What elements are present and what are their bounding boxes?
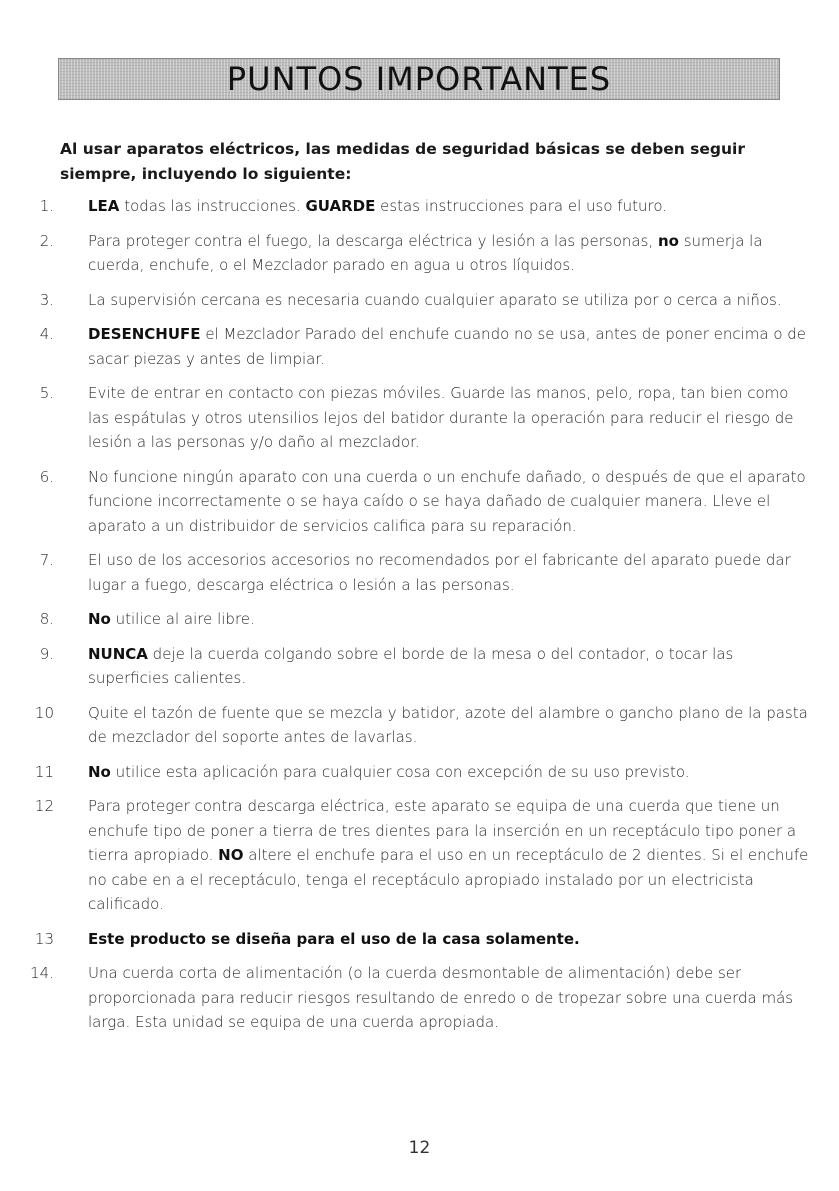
item-number: 12 [34, 797, 54, 815]
item-number: 4. [39, 325, 54, 343]
section-banner [58, 58, 780, 100]
item-body: utilice esta aplicación para cualquier cosa con excepción de su uso previsto. [110, 762, 690, 781]
item-number: 9. [39, 644, 54, 663]
item-emphasis: GUARDE [305, 197, 376, 215]
item-text [88, 291, 782, 309]
item-body: el Mezclador Parado del enchufe cuando no se usa, antes de poner encima o de sacar piezas y antes de limpiar. [88, 325, 807, 368]
item-body: No funcione ningún aparato con una cuerda o un enchufe dañado, o después de que el aparato funcione incorrectamente o se haya caído o se haya dañado de cualquier manera. Lleve el aparato a un distribuidor de servicios califica para su reparación. [88, 467, 806, 535]
item-text [88, 964, 793, 1031]
item-emphasis: NO [218, 846, 244, 864]
item-emphasis: DESENCHUFE [88, 325, 201, 343]
list-item [14, 288, 814, 313]
list-item [14, 322, 814, 371]
list-item [14, 465, 814, 539]
page-number: 12 [408, 1138, 431, 1158]
item-body: altere el enchufe para el uso en un receptáculo de 2 dientes. Si el enchufe no cabe en a el receptáculo, tenga el receptáculo apropiado instalado por un electricista calificado. [88, 846, 809, 913]
item-text [88, 197, 667, 215]
item-text [88, 704, 808, 747]
item-number: 2. [39, 231, 54, 250]
item-text [88, 384, 794, 451]
item-number: 13 [34, 929, 54, 948]
list-item [14, 381, 814, 455]
item-body: Para proteger contra el fuego, la descarga eléctrica y lesión a las personas, [88, 231, 658, 250]
item-body: Para proteger contra descarga eléctrica, este aparato se equipa de una cuerda que tiene un enchufe tipo de poner a tierra de tres dientes para la inserción en un receptáculo tipo poner a tierra apropiado. [88, 797, 797, 864]
item-body: Evite de entrar en contacto con piezas móviles. Guarde las manos, pelo, ropa, tan bien como las espátulas y otros utensilios lejos del batidor durante la operación para reducir el riesgo de lesión a las personas y/o daño al mezclador. [88, 384, 794, 451]
item-body: estas instrucciones para el uso futuro. [375, 197, 667, 215]
list-item [14, 548, 814, 597]
item-number: 3. [39, 290, 54, 309]
item-body: utilice al aire libre. [110, 610, 255, 628]
list-item [14, 701, 814, 750]
section-title: PUNTOS IMPORTANTES [226, 60, 612, 98]
item-number: 8. [39, 610, 54, 628]
item-text [88, 551, 791, 594]
item-number: 14. [30, 964, 54, 982]
item-number: 11 [34, 762, 54, 781]
item-number: 5. [39, 384, 54, 402]
list-item [14, 642, 814, 691]
item-emphasis: no [657, 231, 679, 250]
item-text [88, 325, 806, 368]
item-emphasis: NUNCA [88, 644, 148, 663]
list-item [14, 961, 814, 1035]
item-body: La supervisión cercana es necesaria cuando cualquier aparato se utiliza por o cerca a niños. [88, 290, 782, 309]
list-item [14, 229, 814, 278]
item-text [88, 797, 808, 913]
item-text [88, 232, 763, 275]
item-body: Quite el tazón de fuente que se mezcla y batidor, azote del alambre o gancho plano de la pasta de mezclador del soporte antes de lavarlas. [88, 703, 808, 746]
item-number: 10 [34, 703, 54, 722]
item-text [88, 763, 690, 781]
item-emphasis: No [88, 610, 111, 628]
list-item [14, 927, 814, 952]
item-body: sumerja la cuerda, enchufe, o el Mezclador parado en agua u otros líquidos. [88, 231, 763, 274]
list-item [14, 760, 814, 785]
item-body: El uso de los accesorios accesorios no recomendados por el fabricante del aparato puede dar lugar a fuego, descarga eléctrica o lesión a las personas. [88, 551, 791, 594]
item-body: todas las instrucciones. [119, 197, 306, 215]
item-number: 7. [39, 551, 54, 569]
item-body: Una cuerda corta de alimentación (o la cuerda desmontable de alimentación) debe ser proporcionada para reducir riesgos resultando de enredo o de tropezar sobre una cuerda más larga. Esta unidad se equipa de una cuerda apropiada. [88, 964, 794, 1031]
item-text [88, 930, 580, 948]
list-item [14, 194, 814, 219]
item-text [88, 468, 806, 535]
safety-instructions-list [14, 194, 814, 1045]
item-emphasis: LEA [88, 197, 120, 215]
item-emphasis: No [88, 762, 111, 781]
item-number: 1. [39, 197, 54, 215]
item-text [88, 610, 255, 628]
item-body: Este producto se diseña para el uso de la casa solamente. [88, 929, 580, 948]
list-item [14, 794, 814, 917]
list-item [14, 607, 814, 632]
intro-paragraph: Al usar aparatos eléctricos, las medidas de seguridad básicas se deben seguir siempre, incluyendo lo siguiente: [60, 140, 745, 183]
item-text [88, 645, 733, 688]
item-number: 6. [39, 467, 54, 486]
item-body: deje la cuerda colgando sobre el borde de la mesa o del contador, o tocar las superficies calientes. [88, 644, 734, 687]
